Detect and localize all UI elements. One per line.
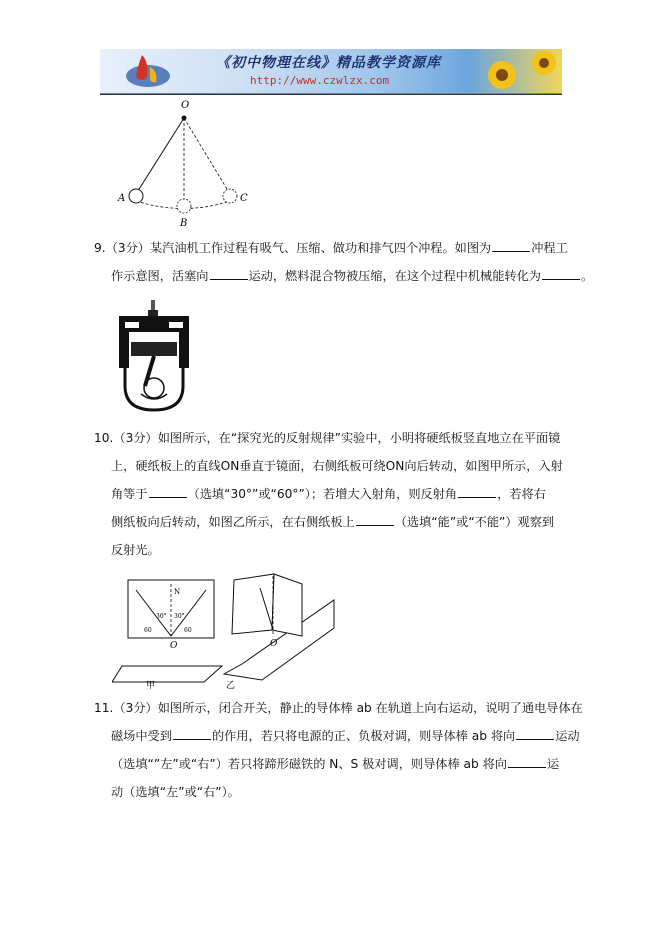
q11-line-3 [94,750,574,778]
header-banner [100,49,562,94]
q11-line-2 [94,722,580,750]
pendulum-label-a: A [118,193,126,204]
q9-text: 运动，燃料混合物被压缩，在这个过程中机械能转化为 [248,269,541,283]
q9-text: 。 [581,269,594,283]
q11-text: 的作用，若只将电源的正、负极对调，则导体棒 ab 将向 [211,729,516,743]
answer-blank[interactable] [542,265,580,280]
answer-blank[interactable] [210,265,248,280]
q11-score: （3分） [113,701,158,715]
q10-line-1 [94,424,574,452]
fig-label-o-right: O [270,639,278,649]
answer-blank[interactable] [149,483,187,498]
q10-number: 10. [94,431,114,445]
q10-line-2: 上，硬纸板上的直线ON垂直于镜面，右侧纸板可绕ON向后转动，如图甲所示，入射 [111,459,563,473]
q11-text: 如图所示，闭合开关，静止的导体棒 ab 在轨道上向右运动，说明了通电导体在 [157,701,583,715]
pendulum-figure [112,98,262,230]
q10-line-3 [94,480,574,508]
q9-text: 冲程工 [531,241,568,255]
q10-line-5: 反射光。 [111,543,160,557]
q10-text: （选填“能”或“不能”）观察到 [394,515,555,529]
q10-text: 角等于 [111,487,148,501]
fig-label-o-left: O [170,641,178,651]
answer-blank[interactable] [492,237,530,252]
q9-text: 作示意图，活塞向 [111,269,209,283]
question-9 [94,234,594,290]
sunflower-icon [472,49,562,93]
q11-text: 运动 [555,729,580,743]
pendulum-label-b: B [180,218,188,229]
answer-blank[interactable] [173,725,211,740]
q10-text: ，若将右 [497,487,546,501]
q10-line-4 [94,508,574,536]
q10-text: （选填“30°”或“60°”）；若增大入射角，则反射角 [187,487,458,501]
question-10 [94,424,574,564]
fig-label-60a: 60 [144,627,152,634]
fig-label-yi: 乙 [226,681,236,690]
fig-label-jia: 甲 [146,681,156,690]
q9-score: （3分） [105,241,150,255]
q9-line-2 [94,262,594,290]
fig-label-30b: 30° [174,613,185,620]
pendulum-label-o: O [181,100,190,111]
banner-title: 《初中物理在线》精品教学资源库 [216,55,441,71]
pendulum-label-c: C [240,193,248,204]
q9-text: 某汽油机工作过程有吸气、压缩、做功和排气四个冲程。如图为 [149,241,492,255]
q9-line-1 [94,234,574,262]
banner-url: http://www.czwlzx.com [250,74,390,87]
answer-blank[interactable] [508,753,546,768]
reflection-figure [112,570,352,690]
engine-figure [115,296,195,414]
q11-text: （选填“”左”或“右”）若只将蹄形磁铁的 N、S 极对调，则导体棒 ab 将向 [111,757,507,771]
answer-blank[interactable] [458,483,496,498]
q11-text: 磁场中受到 [111,729,172,743]
q11-line-4: 动（选填“左”或“右”）。 [111,785,240,799]
q10-score: （3分） [113,431,158,445]
q9-number: 9. [94,241,106,255]
question-11 [94,694,583,806]
q10-text: 如图所示，在“探究光的反射规律”实验中，小明将硬纸板竖直地立在平面镜 [157,431,561,445]
q11-line-1 [94,694,583,722]
logo-icon [120,49,180,93]
fig-label-60b: 60 [184,627,192,634]
q11-number: 11. [94,701,114,715]
fig-label-n: N [174,588,181,596]
answer-blank[interactable] [356,511,394,526]
answer-blank[interactable] [516,725,554,740]
q10-text: 侧纸板向后转动，如图乙所示，在右侧纸板上 [111,515,355,529]
fig-label-30a: 30° [156,613,167,620]
header-rule [100,94,562,95]
q11-text: 运 [547,757,560,771]
